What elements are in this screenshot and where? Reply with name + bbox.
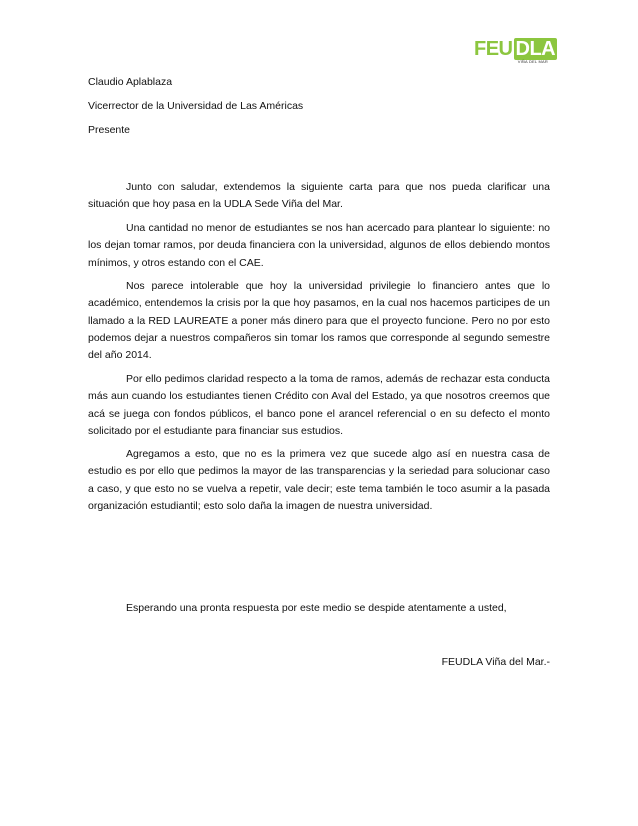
paragraph-4: Por ello pedimos claridad respecto a la toma de ramos, además de rechazar esta conducta más aun cuando los estudiantes tienen Crédito con Aval del Estado, ya que nosotros creemos que acá se juega con fondos públicos, el banco pone el arancel referencial o en su defecto el monto solicitado por el estudiante para financiar sus estudios. xyxy=(88,373,550,437)
feudla-logo xyxy=(474,38,556,64)
logo-name-part2: DLA xyxy=(515,38,556,60)
salutation: Presente xyxy=(88,124,131,136)
signature: FEUDLA Viña del Mar.- xyxy=(441,656,550,668)
recipient-title: Vicerrector de la Universidad de Las Américas xyxy=(88,100,304,112)
paragraph-1: Junto con saludar, extendemos la siguiente carta para que nos pueda clarificar una situación que hoy pasa en la UDLA Sede Viña del Mar. xyxy=(88,181,550,211)
logo-subtitle: VIÑA DEL MAR xyxy=(517,59,548,64)
paragraph-5: Agregamos a esto, que no es la primera vez que sucede algo así en nuestra casa de estudio es por ello que pedimos la mayor de las transparencias y la seriedad para solucionar caso a caso, y que esto no se vuelva a repetir, vale decir; este tema también le toco asumir a la pasada organización estudiantil; esto solo daña la imagen de nuestra universidad. xyxy=(88,448,550,512)
paragraph-2: Una cantidad no menor de estudiantes se nos han acercado para plantear lo siguiente: no los dejan tomar ramos, por deuda financiera con la universidad, algunos de ellos debiendo montos mínimos, y otros estando con el CAE. xyxy=(88,222,550,269)
logo-wordmark xyxy=(474,38,557,60)
logo-name-part1: FEU xyxy=(474,38,513,60)
paragraph-3: Nos parece intolerable que hoy la universidad privilegie lo financiero antes que lo académico, entendemos la crisis por la que hoy pasamos, en la cual nos hacemos participes de un llamado a la RED LAUREATE a poner más dinero para que el proyecto funcione. Pero no por esto podemos dejar a nuestros compañeros sin tomar los ramos que corresponde al segundo semestre del año 2014. xyxy=(88,280,550,362)
recipient-name: Claudio Aplablaza xyxy=(88,76,173,88)
closing-line: Esperando una pronta respuesta por este medio se despide atentamente a usted, xyxy=(126,602,507,614)
